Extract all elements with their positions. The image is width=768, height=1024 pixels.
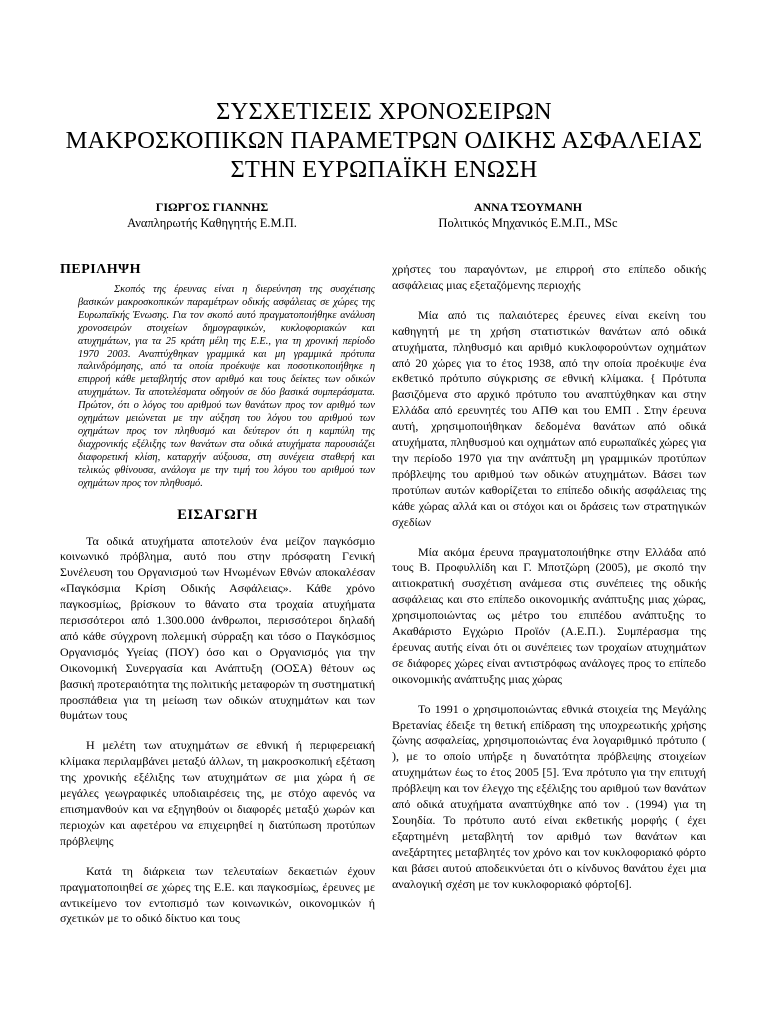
left-column	[60, 262, 375, 927]
paper-title	[60, 97, 708, 184]
summary-heading: ΠΕΡΙΛΗΨΗ	[60, 262, 141, 277]
author-1	[92, 199, 332, 231]
author-1-name: ΓΙΩΡΓΟΣ ΓΙΑΝΝΗΣ	[155, 200, 269, 214]
title-line-3: ΣΤΗΝ ΕΥΡΩΠΑΪΚΗ ΕΝΩΣΗ	[230, 156, 538, 183]
right-paragraph-2: Μία από τις παλαιότερες έρευνες είναι εκείνη του καθηγητή με τη χρήση στατιστικών θανάτων από οδικά ατυχήματα, πληθυσμό και αριθμό κυκλοφορούντων οχημάτων από 20 χώρες για το έτος 1938, από την οποία προέκυψε ένα εκθετικό πρότυπο σύγκρισης σε εθνική κλίμακα. { Πρότυπα βασιζόμενα στο αρχικό πρότυπο του αναπτύχθηκαν και στην Ελλάδα από ερευνητές του ΑΠΘ και του ΕΜΠ . Στην έρευνα αυτή, χρησιμοποιήθηκαν δεδομένα θανάτων από οδικά ατυχήματα, πληθυσμού και οχημάτων από ευρωπαϊκές χώρες για την περίοδο 1970 για την ανάπτυξη μη γραμμικών προτύπων πρόβλεψης του αριθμού των οδικών ατυχημάτων. Βάσει των προτύπων αυτών καθορίζεται το επίπεδο οδικής ασφάλειας της κάθε χώρας αλλά και οι στόχοι και οι δράσεις των στρατηγικών σχεδίων	[392, 307, 706, 529]
intro-paragraph-2: Η μελέτη των ατυχημάτων σε εθνική ή περιφερειακή κλίμακα περιλαμβάνει μεταξύ άλλων, τη μακροσκοπική εξέταση της χρονικής εξέλιξης των ατυχημάτων σε μια χώρα ή σε μεγάλες γεωγραφικές υποδιαιρέσεις της, με στόχο αφενός να επισημανθούν και να εξηγηθούν οι διαφορές μεταξύ χωρών και περιοχών και αφετέρου να επιχειρηθεί η διατύπωση προτύπων πρόβλεψης	[60, 738, 375, 848]
author-2-affiliation: Πολιτικός Μηχανικός Ε.Μ.Π., MSc	[438, 216, 618, 230]
intro-heading: ΕΙΣΑΓΩΓΗ	[177, 506, 258, 523]
right-column	[392, 262, 706, 893]
right-paragraph-4: Το 1991 ο χρησιμοποιώντας εθνικά στοιχεία της Μεγάλης Βρετανίας έδειξε τη θετική επίδραση της υποχρεωτικής χρήσης ζώνης ασφαλείας, χρησιμοποιώντας ένα λογαριθμικό πρότυπο ( ), με το οποίο υπήρξε η δυνατότητα πρόβλεψης στοιχείων ατυχημάτων έως το έτος 2005 [5]. Ένα πρότυπο για την επιτυχή πρόβλεψη και τον έλεγχο της εξέλιξης του αριθμού των θανάτων από οδικά ατυχήματα αναπτύχθηκε από τον . (1994) για τη Σουηδία. Το πρότυπο αυτό είναι εκθετικής μορφής ( έχει εξαρτημένη μεταβλητή τον αριθμό των θανάτων και ανεξάρτητες μεταβλητές τον χρόνο και τον κυκλοφοριακό φόρτο και βάσει αυτού αποδεικνύεται ότι ο κίνδυνος θανάτου έχει μια αναλογική σχέση με τον κυκλοφοριακό φόρτο[6].	[392, 701, 706, 891]
author-2-name: ΑΝΝΑ ΤΣΟΥΜΑΝΗ	[473, 200, 583, 214]
author-1-affiliation: Αναπληρωτής Καθηγητής Ε.Μ.Π.	[127, 216, 297, 230]
summary-text: Σκοπός της έρευνας είναι η διερεύνηση της συσχέτισης βασικών μακροσκοπικών παραμέτρων οδικής ασφάλειας σε χώρες της Ευρωπαϊκής Ένωσης. Για τον σκοπό αυτό πραγματοποιήθηκε ανάλυση χρονοσειρών στοιχείων δημογραφικών, κυκλοφοριακών και ατυχημάτων, για τα 25 κράτη μέλη της Ε.Ε., για τη χρονική περίοδο 1970 2003. Αναπτύχθηκαν γραμμικά και μη γραμμικά πρότυπα παλινδρόμησης, από τα οποία προέκυψε και ποσοτικοποιήθηκε η επιρροή κάθε μεταβλητής στον αριθμό και τους δείκτες των οδικών ατυχημάτων. Τα αποτελέσματα οδηγούν σε δύο βασικά συμπεράσματα. Πρώτον, ότι ο λόγος του αριθμού των θανάτων προς τον αριθμό των οχημάτων μειώνεται με την αύξηση του λόγου του αριθμού των οχημάτων προς τον πληθυσμό και δεύτερον ότι η καμπύλη της διαχρονικής εξέλιξης των θανάτων στα οδικά ατυχήματα παρουσιάζει διαφορετική κλίση, καταρχήν αύξουσα, στη συνέχεια σταθερή και τελικώς φθίνουσα, ανάλογα με την τιμή του λόγου του αριθμού των οχημάτων προς τον πληθυσμό.	[78, 284, 375, 489]
title-line-2: ΜΑΚΡΟΣΚΟΠΙΚΩΝ ΠΑΡΑΜΕΤΡΩΝ ΟΔΙΚΗΣ ΑΣΦΑΛΕΙΑΣ	[65, 127, 703, 154]
intro-paragraph-3: Κατά τη διάρκεια των τελευταίων δεκαετιών έχουν πραγματοποιηθεί σε χώρες της Ε.Ε. και παγκοσμίως, έρευνες με αντικείμενο τον εντοπισμό των κοινωνικών, οικονομικών ή σχετικών με το οδικό δίκτυο και τους	[60, 863, 375, 926]
right-paragraph-3: Μία ακόμα έρευνα πραγματοποιήθηκε στην Ελλάδα από τους Β. Προφυλλίδη και Γ. Μποτζώρη (2005), με σκοπό την αιτιοκρατική συσχέτιση ανάμεσα στις συνέπειες της οδικής ασφάλειας και στο επίπεδο οικονομικής ανάπτυξης μιας χώρας, χρησιμοποιώντας ως μέτρο του επιπέδου ανάπτυξης το Ακαθάριστο Εγχώριο Προϊόν (Α.Ε.Π.). Συμπέρασμα της έρευνας αυτής είναι ότι οι συνέπειες των τροχαίων ατυχημάτων σε διάφορες χώρες είναι αντιστρόφως ανάλογες προς το επίπεδο οικονομικής ανάπτυξης μιας χώρας	[392, 544, 706, 686]
title-line-1: ΣΥΣΧΕΤΙΣΕΙΣ ΧΡΟΝΟΣΕΙΡΩΝ	[216, 98, 552, 125]
intro-paragraph-1: Τα οδικά ατυχήματα αποτελούν ένα μείζον παγκόσμιο κοινωνικό πρόβλημα, αυτό που στην πρόσφατη Γενική Συνέλευση του Οργανισμού των Ηνωμένων Εθνών αποκαλέσαν «Παγκόσμια Κρίση Οδικής Ασφάλειας». Κάθε χρόνο παγκοσμίως, βρίσκουν το θάνατο στα τροχαία ατυχήματα περισσότεροι από 1.300.000 άνθρωποι, περισσότεροι δηλαδή από κάθε σύγχρονη πολεμική σύρραξη και τόσο ο Παγκόσμιος Οργανισμός Υγείας (ΠΟΥ) όσο και ο Οργανισμός για την Οικονομική Συνεργασία και Ανάπτυξη (ΟΟΣΑ) θέτουν ως βασική προτεραιότητα της πολιτικής μεταφορών τη συστηματική προσπάθεια για τη μείωση των οδικών ατυχημάτων και των θυμάτων τους	[60, 533, 375, 723]
right-paragraph-1: χρήστες του παραγόντων, με επιρροή στο επίπεδο οδικής ασφάλειας μιας εξεταζόμενης περιοχής	[392, 262, 706, 292]
author-2	[408, 199, 648, 231]
